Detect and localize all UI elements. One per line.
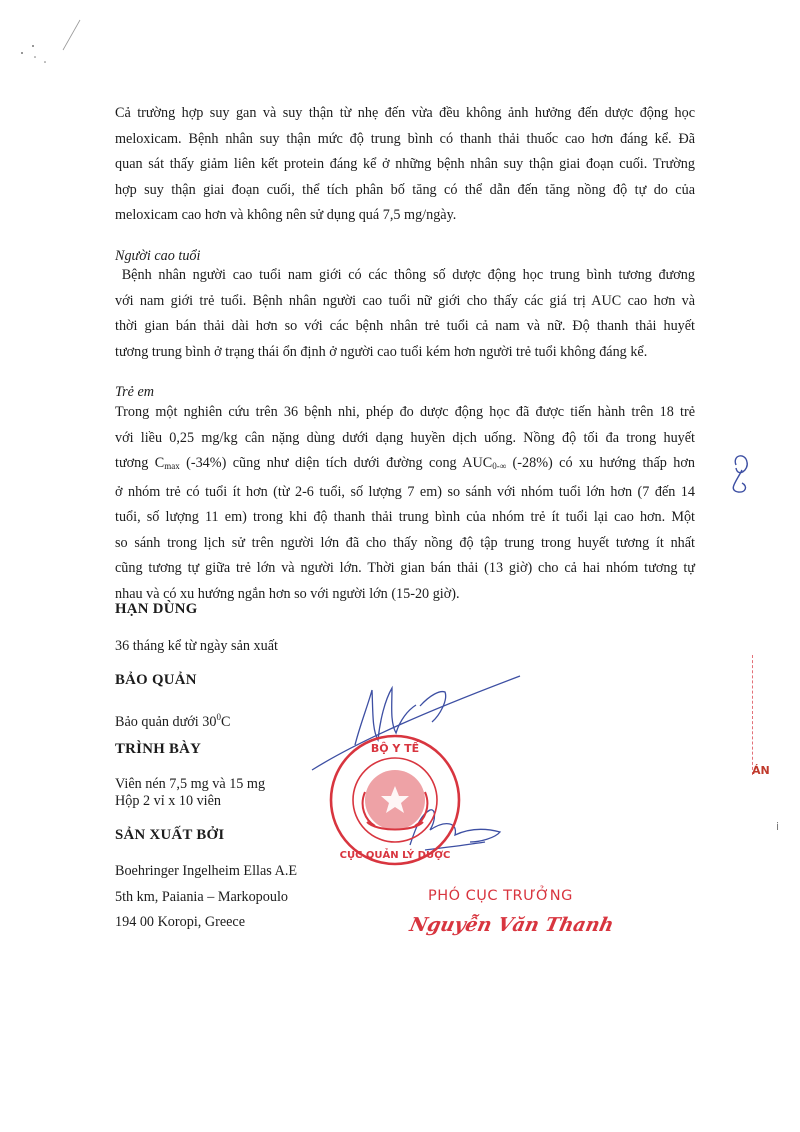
children-paragraph [115,400,695,607]
elderly-heading: Người cao tuổi [115,248,201,264]
seal-bottom-text: CỤC QUẢN LÝ DƯỢC [339,850,451,861]
children-line: với liều 0,25 mg/kg cân nặng dùng dưới dạng huyền dịch uống. Nồng độ tối đa trong huyết [115,429,695,446]
address-line: 5th km, Paiania – Markopoulo [115,888,288,905]
official-seal [331,736,459,864]
address-line: 194 00 Koropi, Greece [115,914,246,930]
edge-dot: i [776,820,780,833]
intro-line: Cả trường hợp suy gan và suy thận từ nhẹ đến vừa đều không ảnh hưởng đến dược động học [115,105,695,121]
cmax-subscript: max [164,461,180,471]
elderly-line: với nam giới trẻ tuổi. Bệnh nhân người cao tuổi nữ giới cho thấy các giá trị AUC cao hơn và [115,292,695,309]
children-line [115,451,695,480]
storage-unit: C [221,714,231,730]
children-line: ở nhóm trẻ có tuổi ít hơn (từ 2-6 tuổi, số lượng 7 em) so sánh với nhóm tuổi lớn hơn (7 đến 14 [115,483,695,500]
storage-text-main: Bảo quản dưới 30 [115,714,217,730]
children-line: cũng tương tự giữa trẻ lớn và người lớn. Thời gian bán thải (13 giờ) cho cả hai nhóm tương tự [115,560,695,576]
intro-line: meloxicam cao hơn và không nên sử dụng quá 7,5 mg/ngày. [115,207,457,223]
children-text: tương C [115,455,165,471]
children-line: so sánh trong lịch sử trên người lớn đã cho thấy nồng độ tập trung trong huyết tương ít nhất [115,534,695,551]
storage-heading: BẢO QUẢN [115,672,197,688]
children-line: Trong một nghiên cứu trên 36 bệnh nhi, phép đo dược động học đã được tiến hành trên 18 trẻ [115,404,695,420]
elderly-paragraph [115,263,695,365]
children-text: (-34%) cũng như diện tích dưới đường cong AUC [179,455,493,471]
presentation-heading: TRÌNH BÀY [115,741,202,757]
children-text: (-28%) có xu hướng thấp hơn [506,455,695,471]
degree-superscript: 0 [216,712,221,722]
edge-stamp-fragment [752,655,783,775]
signatory-name: Nguyễn Văn Thanh [407,914,616,936]
blue-signature [312,676,520,850]
elderly-line: Bệnh nhân người cao tuổi nam giới có các thông số dược động học trung bình tương đương [115,267,695,283]
elderly-line: tương trung bình ở trạng thái ổn định ở người cao tuổi kém hơn người trẻ tuổi không đáng kể. [115,343,648,360]
intro-line: meloxicam. Bệnh nhân suy thận mức độ trung bình có thanh thải thuốc cao hơn đáng kể. Đã [115,130,695,147]
intro-line: hợp suy thận giai đoạn cuối, thể tích phân bố tăng có thể dẫn đến tăng nồng độ tự do của [115,181,695,198]
manufacturer-address [115,859,297,936]
auc-subscript: 0-∞ [492,461,507,471]
intro-paragraph [115,101,695,229]
children-line: nhau và có xu hướng ngắn hơn so với người lớn (15-20 giờ). [115,585,460,602]
elderly-line: thời gian bán thải dài hơn so với các bệnh nhân trẻ tuổi cả nam và nữ. Độ thanh thải huyết [115,318,695,334]
presentation-line: Viên nén 7,5 mg và 15 mg [115,776,266,792]
edge-stamp-text: ÁN [752,764,770,777]
scan-dots [21,20,80,63]
seal-top-text: BỘ Y TẾ [370,742,420,755]
intro-line: quan sát thấy giảm liên kết protein đáng kể ở những bệnh nhân suy thận giai đoạn cuối. Trường [115,156,695,172]
manufacturer-heading: SẢN XUẤT BỞI [115,827,225,843]
signatory-title: PHÓ CỤC TRƯỞNG [428,888,573,904]
children-line: tuổi, số lượng 11 em) trong khi độ thanh thải trung bình của nhóm trẻ ít tuổi lại cao hơn. Một [115,509,695,525]
storage-text [115,708,230,731]
margin-handwriting [733,456,747,492]
address-line: Boehringer Ingelheim Ellas A.E [115,863,298,879]
shelf-life-text: 36 tháng kể từ ngày sản xuất [115,638,278,654]
presentation-line: Hộp 2 vỉ x 10 viên [115,793,222,809]
children-heading: Trẻ em [115,384,155,400]
shelf-life-heading: HẠN DÙNG [115,601,198,617]
